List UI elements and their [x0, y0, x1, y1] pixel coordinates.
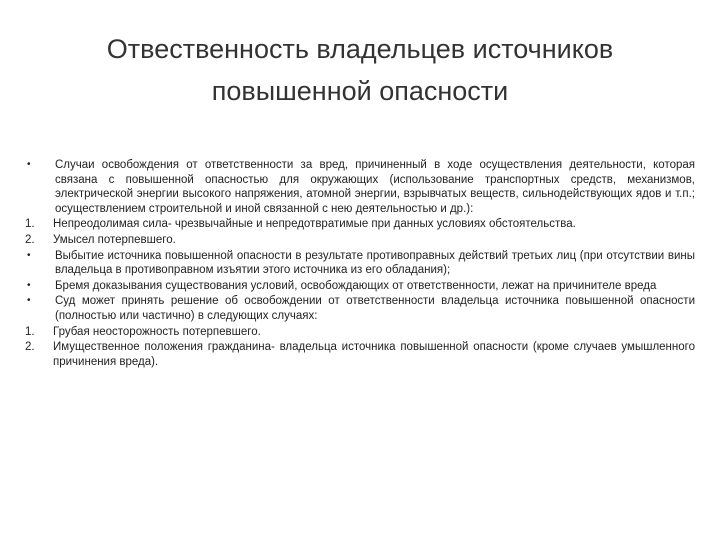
- list-item: [25, 294, 695, 323]
- list-item: [25, 279, 695, 294]
- list-item-text: Суд может принять решение об освобождении от ответственности владельца источника повышенной опасности (полностью или частично) в следующих случаях:: [55, 295, 695, 322]
- list-item-text: Непреодолимая сила- чрезвычайные и непредотвратимые при данных условиях обстоятельства.: [53, 218, 576, 231]
- number-marker: 2.: [25, 233, 35, 246]
- bullet-marker: •: [27, 295, 31, 307]
- list-item-text: Бремя доказывания существования условий, освобождающих от ответственности, лежат на причинителе вреда: [55, 279, 657, 292]
- bullet-marker: •: [27, 249, 31, 261]
- list-item-text: Грубая неосторожность потерпевшего.: [53, 325, 261, 338]
- number-marker: 2.: [25, 341, 35, 354]
- slide-title-line-2: повышенной опасности: [211, 76, 509, 106]
- slide-title-line-1: Отвественность владельцев источников: [106, 34, 614, 64]
- list-item-text: Умысел потерпевшего.: [53, 233, 176, 246]
- bullet-marker: •: [27, 159, 31, 170]
- list-item: [25, 217, 695, 232]
- list-item-text: Выбытие источника повышенной опасности в результате противоправных действий третьих лиц (при отсутствии вины владельца в противоправном изъятии этого источника из его обладания);: [55, 249, 695, 277]
- list-item: [25, 233, 695, 248]
- number-marker: 1.: [25, 325, 35, 338]
- bullet-marker: •: [27, 279, 31, 291]
- list-item: [25, 158, 695, 216]
- content-list: [25, 158, 695, 370]
- list-item-text: Имущественное положения гражданина- владельца источника повышенной опасности (кроме случаев умышленного причинения вреда).: [53, 341, 695, 368]
- list-item: [25, 249, 695, 278]
- number-marker: 1.: [25, 218, 35, 231]
- list-item: [25, 325, 695, 340]
- slide-title: [40, 28, 680, 112]
- list-item: [25, 340, 695, 369]
- list-item-text: Случаи освобождения от ответственности за вред, причиненный в ходе осуществления деятельности, которая связана с повышенной опасностью для окружающих (использование транспортных средств, механизмов, электрической энергии высокого напряжения, атомной энергии, взрывчатых веществ, сильнодействующих ядов и т.п.; осуществлением строительной и иной связанной с нею деятельностью и др.):: [55, 159, 695, 215]
